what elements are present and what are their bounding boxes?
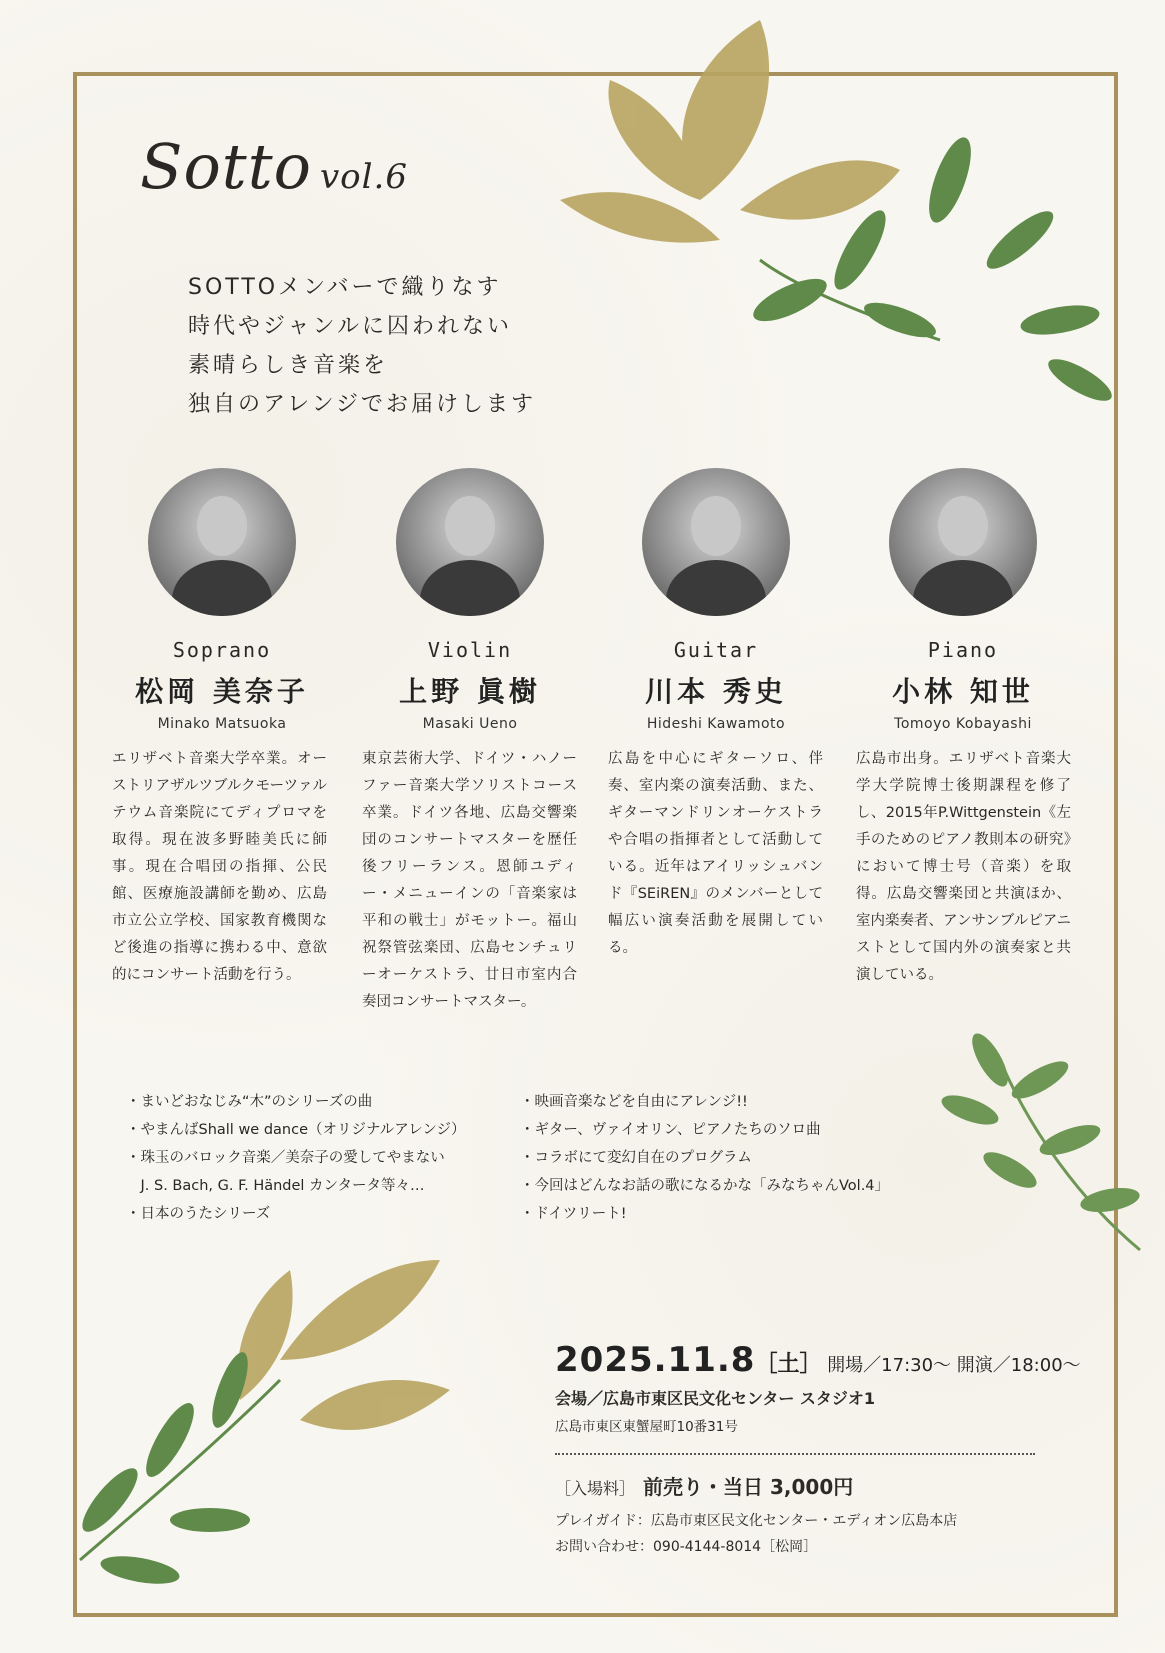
list-item: ・コラボにて変幻自在のプログラム <box>520 1150 752 1166</box>
member-bio: 広島を中心にギターソロ、伴奏、室内楽の演奏活動、また、ギターマンドリンオーケストラや合唱の指揮者として活動している。近年はアイリッシュバンド『SEiREN』のメンバーとして幅広い演奏活動を展開している。 <box>608 751 823 956</box>
member-soprano <box>107 468 337 732</box>
member-name-en: Hideshi Kawamoto <box>646 716 786 732</box>
list-item: ・ドイツリート! <box>520 1206 627 1222</box>
tagline-line: 時代やジャンルに囚われない <box>188 314 513 339</box>
member-instrument: Piano <box>927 638 999 662</box>
member-violin <box>355 468 585 732</box>
ticket-label: ［入場料］ <box>555 1479 636 1498</box>
member-photo <box>642 468 790 616</box>
title-main: Sotto <box>140 130 312 203</box>
list-item: ・まいどおなじみ“木”のシリーズの曲 <box>126 1094 373 1110</box>
member-instrument: Violin <box>427 638 513 662</box>
event-address: 広島市東区東蟹屋町10番31号 <box>555 1419 738 1435</box>
member-instrument: Guitar <box>673 638 759 662</box>
member-bio: エリザベト音楽大学卒業。オーストリアザルツブルクモーツァルテウム音楽院にてディプロマを取得。現在波多野睦美氏に師事。現在合唱団の指揮、公民館、医療施設講師を勤め、広島市立公立学校、国家教育機関など後進の指導に携わる中、意欲的にコンサート活動を行う。 <box>112 751 327 983</box>
member-name-jp: 川本 秀史 <box>645 675 787 708</box>
member-instrument: Soprano <box>172 638 272 662</box>
member-name-jp: 上野 眞樹 <box>399 675 541 708</box>
list-item: ・ギター、ヴァイオリン、ピアノたちのソロ曲 <box>520 1122 821 1138</box>
list-item: ・映画音楽などを自由にアレンジ!! <box>520 1094 748 1110</box>
event-day: ［土］ <box>755 1352 822 1377</box>
member-photo <box>148 468 296 616</box>
member-photo <box>889 468 1037 616</box>
event-venue: 会場／広島市東区民文化センター スタジオ1 <box>555 1389 876 1408</box>
member-name-en: Minako Matsuoka <box>157 716 287 732</box>
play-guide: プレイガイド：広島市東区民文化センター・エディオン広島本店 <box>555 1513 958 1529</box>
member-bio: 広島市出身。エリザベト音楽大学大学院博士後期課程を修了し、2015年P.Wittgenstein《左手のためのピアノ教則本の研究》において博士号（音楽）を取得。広島交響楽団と共演ほか、室内楽奏者、アンサンブルピアニストとして国内外の演奏家と共演している。 <box>856 751 1071 983</box>
repertoire-list-right <box>520 1088 889 1228</box>
repertoire-list-left <box>126 1088 465 1228</box>
tagline-line: SOTTOメンバーで織りなす <box>188 275 502 300</box>
contact-info: お問い合わせ：090-4144-8014［松岡］ <box>555 1539 818 1555</box>
tagline <box>188 268 536 424</box>
event-info <box>555 1340 1081 1556</box>
tagline-line: 素晴らしき音楽を <box>188 353 389 378</box>
date-line <box>555 1340 1081 1380</box>
member-name-en: Tomoyo Kobayashi <box>894 716 1032 732</box>
dotted-divider <box>555 1453 1035 1455</box>
list-item: ・やまんばShall we dance（オリジナルアレンジ） <box>126 1122 466 1138</box>
member-photo <box>396 468 544 616</box>
member-bio: 東京芸術大学、ドイツ・ハノーファー音楽大学ソリストコース卒業。ドイツ各地、広島交響楽団のコンサートマスターを歴任後フリーランス。恩師ユディー・メニューインの「音楽家は平和の戦士」がモットー。福山祝祭管弦楽団、広島センチュリーオーケストラ、廿日市室内合奏団コンサートマスター。 <box>362 751 577 1010</box>
list-item: ・今回はどんなお話の歌になるかな「みなちゃんVol.4」 <box>520 1178 890 1194</box>
title-vol: vol.6 <box>319 157 408 197</box>
member-name-en: Masaki Ueno <box>422 716 518 732</box>
member-name-jp: 小林 知世 <box>892 675 1034 708</box>
list-item: J. S. Bach, G. F. Händel カンタータ等々… <box>126 1178 425 1194</box>
event-date: 2025.11.8 <box>555 1340 756 1380</box>
list-item: ・日本のうたシリーズ <box>126 1206 271 1222</box>
ticket-price: 前売り・当日 3,000円 <box>643 1475 854 1499</box>
member-guitar <box>601 468 831 732</box>
event-times: 開場／17:30〜 開演／18:00〜 <box>827 1355 1081 1376</box>
ticket-info <box>555 1471 1045 1500</box>
member-piano <box>848 468 1078 732</box>
member-name-jp: 松岡 美奈子 <box>135 675 309 708</box>
event-title <box>140 130 408 203</box>
tagline-line: 独自のアレンジでお届けします <box>188 392 537 417</box>
list-item: ・珠玉のバロック音楽／美奈子の愛してやまない <box>126 1150 445 1166</box>
